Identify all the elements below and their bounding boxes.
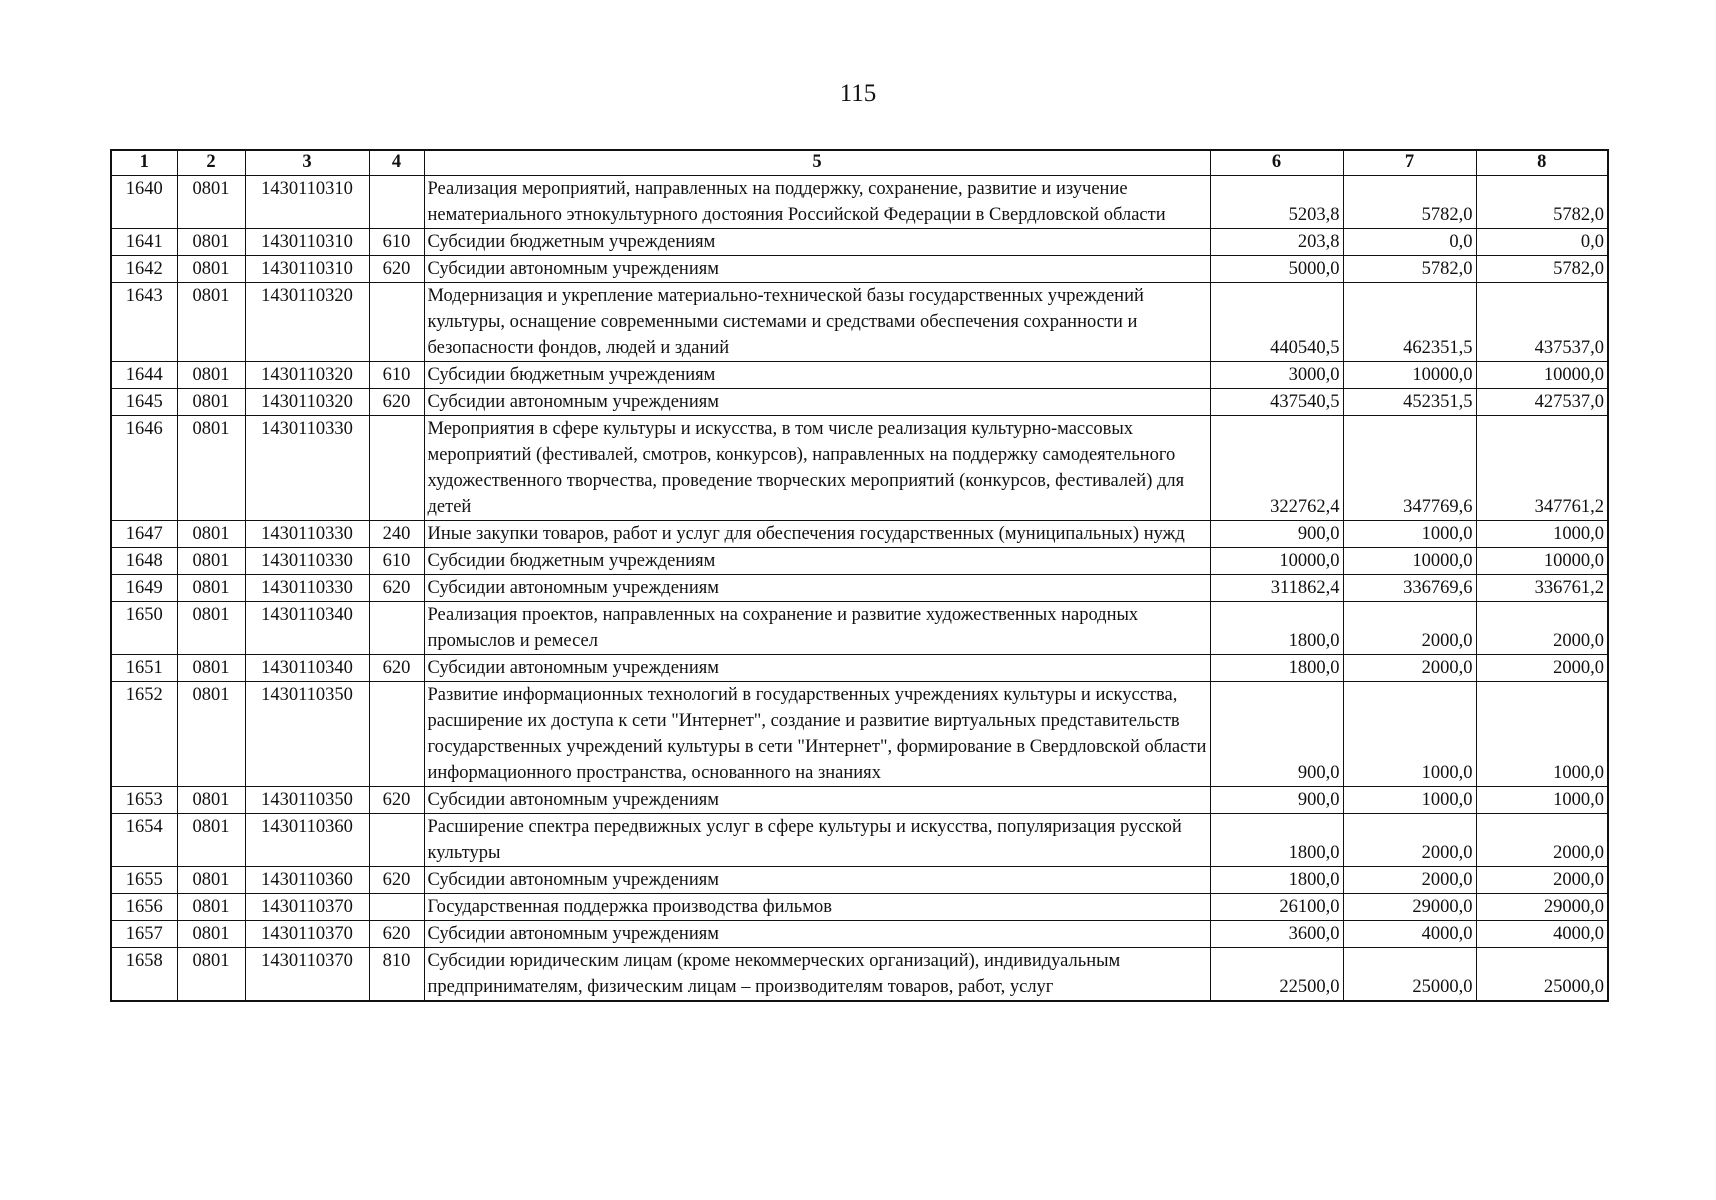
expense-type-code: 620 <box>369 575 424 602</box>
table-row <box>111 867 1608 894</box>
amount-col6: 5203,8 <box>1210 176 1343 229</box>
amount-col8: 2000,0 <box>1476 814 1608 867</box>
table-row <box>111 521 1608 548</box>
target-item-code: 1430110320 <box>245 389 369 416</box>
section-code: 0801 <box>177 948 245 1002</box>
target-item-code: 1430110330 <box>245 521 369 548</box>
target-item-code: 1430110320 <box>245 362 369 389</box>
table-row <box>111 256 1608 283</box>
item-name: Субсидии автономным учреждениям <box>424 575 1210 602</box>
amount-col7: 4000,0 <box>1343 921 1476 948</box>
amount-col7: 2000,0 <box>1343 655 1476 682</box>
table-row <box>111 921 1608 948</box>
section-code: 0801 <box>177 867 245 894</box>
table-header <box>111 150 1608 176</box>
section-code: 0801 <box>177 548 245 575</box>
table-row <box>111 362 1608 389</box>
amount-col7: 2000,0 <box>1343 602 1476 655</box>
target-item-code: 1430110350 <box>245 787 369 814</box>
amount-col8: 5782,0 <box>1476 256 1608 283</box>
item-name: Субсидии автономным учреждениям <box>424 655 1210 682</box>
amount-col8: 2000,0 <box>1476 602 1608 655</box>
table-row <box>111 948 1608 1002</box>
section-code: 0801 <box>177 229 245 256</box>
target-item-code: 1430110330 <box>245 416 369 521</box>
item-name: Реализация мероприятий, направленных на поддержку, сохранение, развитие и изучение нематериального этнокультурного достояния Российской Федерации в Свердловской области <box>424 176 1210 229</box>
target-item-code: 1430110360 <box>245 814 369 867</box>
expense-type-code <box>369 814 424 867</box>
item-name: Субсидии автономным учреждениям <box>424 256 1210 283</box>
target-item-code: 1430110360 <box>245 867 369 894</box>
target-item-code: 1430110350 <box>245 682 369 787</box>
amount-col6: 900,0 <box>1210 521 1343 548</box>
expense-type-code <box>369 416 424 521</box>
section-code: 0801 <box>177 921 245 948</box>
section-code: 0801 <box>177 256 245 283</box>
expense-type-code: 810 <box>369 948 424 1002</box>
item-name: Государственная поддержка производства фильмов <box>424 894 1210 921</box>
expense-type-code <box>369 176 424 229</box>
section-code: 0801 <box>177 176 245 229</box>
amount-col8: 427537,0 <box>1476 389 1608 416</box>
row-number: 1651 <box>111 655 177 682</box>
amount-col7: 336769,6 <box>1343 575 1476 602</box>
section-code: 0801 <box>177 894 245 921</box>
section-code: 0801 <box>177 283 245 362</box>
amount-col6: 1800,0 <box>1210 867 1343 894</box>
page-number: 115 <box>839 80 877 107</box>
amount-col6: 22500,0 <box>1210 948 1343 1002</box>
item-name: Субсидии автономным учреждениям <box>424 787 1210 814</box>
section-code: 0801 <box>177 682 245 787</box>
amount-col7: 1000,0 <box>1343 787 1476 814</box>
amount-col8: 336761,2 <box>1476 575 1608 602</box>
row-number: 1646 <box>111 416 177 521</box>
item-name: Мероприятия в сфере культуры и искусства, в том числе реализация культурно-массовых мероприятий (фестивалей, смотров, конкурсов), направленных на поддержку самодеятельного художественного творчества, проведение творческих мероприятий (конкурсов, фестивалей) для детей <box>424 416 1210 521</box>
target-item-code: 1430110340 <box>245 602 369 655</box>
item-name: Развитие информационных технологий в государственных учреждениях культуры и искусства, расширение их доступа к сети "Интернет", создание и развитие виртуальных представительств государственных учреждений культуры в сети "Интернет", формирование в Свердловской области информационного пространства, основанного на знаниях <box>424 682 1210 787</box>
amount-col7: 29000,0 <box>1343 894 1476 921</box>
item-name: Субсидии автономным учреждениям <box>424 867 1210 894</box>
header-row <box>111 150 1608 176</box>
row-number: 1640 <box>111 176 177 229</box>
row-number: 1647 <box>111 521 177 548</box>
column-header-7: 7 <box>1343 150 1476 176</box>
amount-col7: 452351,5 <box>1343 389 1476 416</box>
expense-type-code <box>369 894 424 921</box>
amount-col6: 10000,0 <box>1210 548 1343 575</box>
table-body <box>111 176 1608 1002</box>
budget-table <box>110 149 1609 1002</box>
amount-col6: 26100,0 <box>1210 894 1343 921</box>
amount-col8: 437537,0 <box>1476 283 1608 362</box>
amount-col7: 25000,0 <box>1343 948 1476 1002</box>
section-code: 0801 <box>177 602 245 655</box>
section-code: 0801 <box>177 814 245 867</box>
column-header-4: 4 <box>369 150 424 176</box>
row-number: 1641 <box>111 229 177 256</box>
amount-col6: 437540,5 <box>1210 389 1343 416</box>
amount-col6: 900,0 <box>1210 682 1343 787</box>
section-code: 0801 <box>177 521 245 548</box>
target-item-code: 1430110310 <box>245 229 369 256</box>
section-code: 0801 <box>177 655 245 682</box>
amount-col8: 1000,0 <box>1476 521 1608 548</box>
target-item-code: 1430110330 <box>245 548 369 575</box>
amount-col8: 5782,0 <box>1476 176 1608 229</box>
amount-col6: 5000,0 <box>1210 256 1343 283</box>
table-row <box>111 575 1608 602</box>
amount-col6: 311862,4 <box>1210 575 1343 602</box>
target-item-code: 1430110370 <box>245 921 369 948</box>
target-item-code: 1430110310 <box>245 256 369 283</box>
amount-col7: 1000,0 <box>1343 521 1476 548</box>
amount-col8: 1000,0 <box>1476 682 1608 787</box>
amount-col7: 10000,0 <box>1343 362 1476 389</box>
row-number: 1655 <box>111 867 177 894</box>
table-row <box>111 416 1608 521</box>
amount-col6: 1800,0 <box>1210 655 1343 682</box>
amount-col6: 322762,4 <box>1210 416 1343 521</box>
section-code: 0801 <box>177 787 245 814</box>
expense-type-code: 240 <box>369 521 424 548</box>
amount-col8: 29000,0 <box>1476 894 1608 921</box>
expense-type-code <box>369 283 424 362</box>
item-name: Реализация проектов, направленных на сохранение и развитие художественных народных промыслов и ремесел <box>424 602 1210 655</box>
amount-col8: 10000,0 <box>1476 362 1608 389</box>
expense-type-code: 620 <box>369 867 424 894</box>
item-name: Субсидии бюджетным учреждениям <box>424 362 1210 389</box>
amount-col7: 10000,0 <box>1343 548 1476 575</box>
amount-col8: 2000,0 <box>1476 655 1608 682</box>
table-row <box>111 602 1608 655</box>
row-number: 1642 <box>111 256 177 283</box>
section-code: 0801 <box>177 575 245 602</box>
column-header-1: 1 <box>111 150 177 176</box>
section-code: 0801 <box>177 389 245 416</box>
amount-col6: 1800,0 <box>1210 602 1343 655</box>
item-name: Расширение спектра передвижных услуг в сфере культуры и искусства, популяризация русской культуры <box>424 814 1210 867</box>
target-item-code: 1430110370 <box>245 948 369 1002</box>
amount-col8: 347761,2 <box>1476 416 1608 521</box>
amount-col7: 5782,0 <box>1343 256 1476 283</box>
expense-type-code <box>369 682 424 787</box>
row-number: 1643 <box>111 283 177 362</box>
table-row <box>111 787 1608 814</box>
item-name: Субсидии бюджетным учреждениям <box>424 548 1210 575</box>
item-name: Субсидии автономным учреждениям <box>424 921 1210 948</box>
section-code: 0801 <box>177 362 245 389</box>
column-header-8: 8 <box>1476 150 1608 176</box>
expense-type-code: 620 <box>369 787 424 814</box>
row-number: 1648 <box>111 548 177 575</box>
column-header-3: 3 <box>245 150 369 176</box>
row-number: 1656 <box>111 894 177 921</box>
row-number: 1658 <box>111 948 177 1002</box>
row-number: 1654 <box>111 814 177 867</box>
amount-col7: 2000,0 <box>1343 814 1476 867</box>
amount-col7: 347769,6 <box>1343 416 1476 521</box>
target-item-code: 1430110340 <box>245 655 369 682</box>
amount-col6: 3600,0 <box>1210 921 1343 948</box>
row-number: 1653 <box>111 787 177 814</box>
target-item-code: 1430110330 <box>245 575 369 602</box>
expense-type-code: 610 <box>369 548 424 575</box>
row-number: 1657 <box>111 921 177 948</box>
expense-type-code: 620 <box>369 655 424 682</box>
expense-type-code: 610 <box>369 362 424 389</box>
amount-col8: 10000,0 <box>1476 548 1608 575</box>
expense-type-code: 620 <box>369 256 424 283</box>
table-row <box>111 229 1608 256</box>
amount-col8: 2000,0 <box>1476 867 1608 894</box>
table-row <box>111 176 1608 229</box>
table-row <box>111 389 1608 416</box>
table-row <box>111 548 1608 575</box>
row-number: 1649 <box>111 575 177 602</box>
amount-col7: 1000,0 <box>1343 682 1476 787</box>
item-name: Субсидии юридическим лицам (кроме некоммерческих организаций), индивидуальным предпринимателям, физическим лицам – производителям товаров, работ, услуг <box>424 948 1210 1002</box>
target-item-code: 1430110310 <box>245 176 369 229</box>
amount-col7: 462351,5 <box>1343 283 1476 362</box>
column-header-6: 6 <box>1210 150 1343 176</box>
section-code: 0801 <box>177 416 245 521</box>
row-number: 1652 <box>111 682 177 787</box>
amount-col7: 2000,0 <box>1343 867 1476 894</box>
expense-type-code: 620 <box>369 921 424 948</box>
amount-col6: 900,0 <box>1210 787 1343 814</box>
amount-col8: 0,0 <box>1476 229 1608 256</box>
amount-col6: 1800,0 <box>1210 814 1343 867</box>
table-row <box>111 283 1608 362</box>
item-name: Иные закупки товаров, работ и услуг для обеспечения государственных (муниципальных) нужд <box>424 521 1210 548</box>
table-row <box>111 814 1608 867</box>
amount-col8: 25000,0 <box>1476 948 1608 1002</box>
amount-col8: 4000,0 <box>1476 921 1608 948</box>
column-header-5: 5 <box>424 150 1210 176</box>
expense-type-code: 620 <box>369 389 424 416</box>
expense-type-code: 610 <box>369 229 424 256</box>
table-row <box>111 894 1608 921</box>
expense-type-code <box>369 602 424 655</box>
item-name: Модернизация и укрепление материально-технической базы государственных учреждений культуры, оснащение современными системами и средствами обеспечения сохранности и безопасности фондов, людей и зданий <box>424 283 1210 362</box>
target-item-code: 1430110320 <box>245 283 369 362</box>
amount-col8: 1000,0 <box>1476 787 1608 814</box>
column-header-2: 2 <box>177 150 245 176</box>
row-number: 1645 <box>111 389 177 416</box>
target-item-code: 1430110370 <box>245 894 369 921</box>
amount-col7: 0,0 <box>1343 229 1476 256</box>
amount-col6: 3000,0 <box>1210 362 1343 389</box>
table-row <box>111 682 1608 787</box>
row-number: 1644 <box>111 362 177 389</box>
row-number: 1650 <box>111 602 177 655</box>
amount-col7: 5782,0 <box>1343 176 1476 229</box>
item-name: Субсидии автономным учреждениям <box>424 389 1210 416</box>
amount-col6: 203,8 <box>1210 229 1343 256</box>
item-name: Субсидии бюджетным учреждениям <box>424 229 1210 256</box>
amount-col6: 440540,5 <box>1210 283 1343 362</box>
table-row <box>111 655 1608 682</box>
